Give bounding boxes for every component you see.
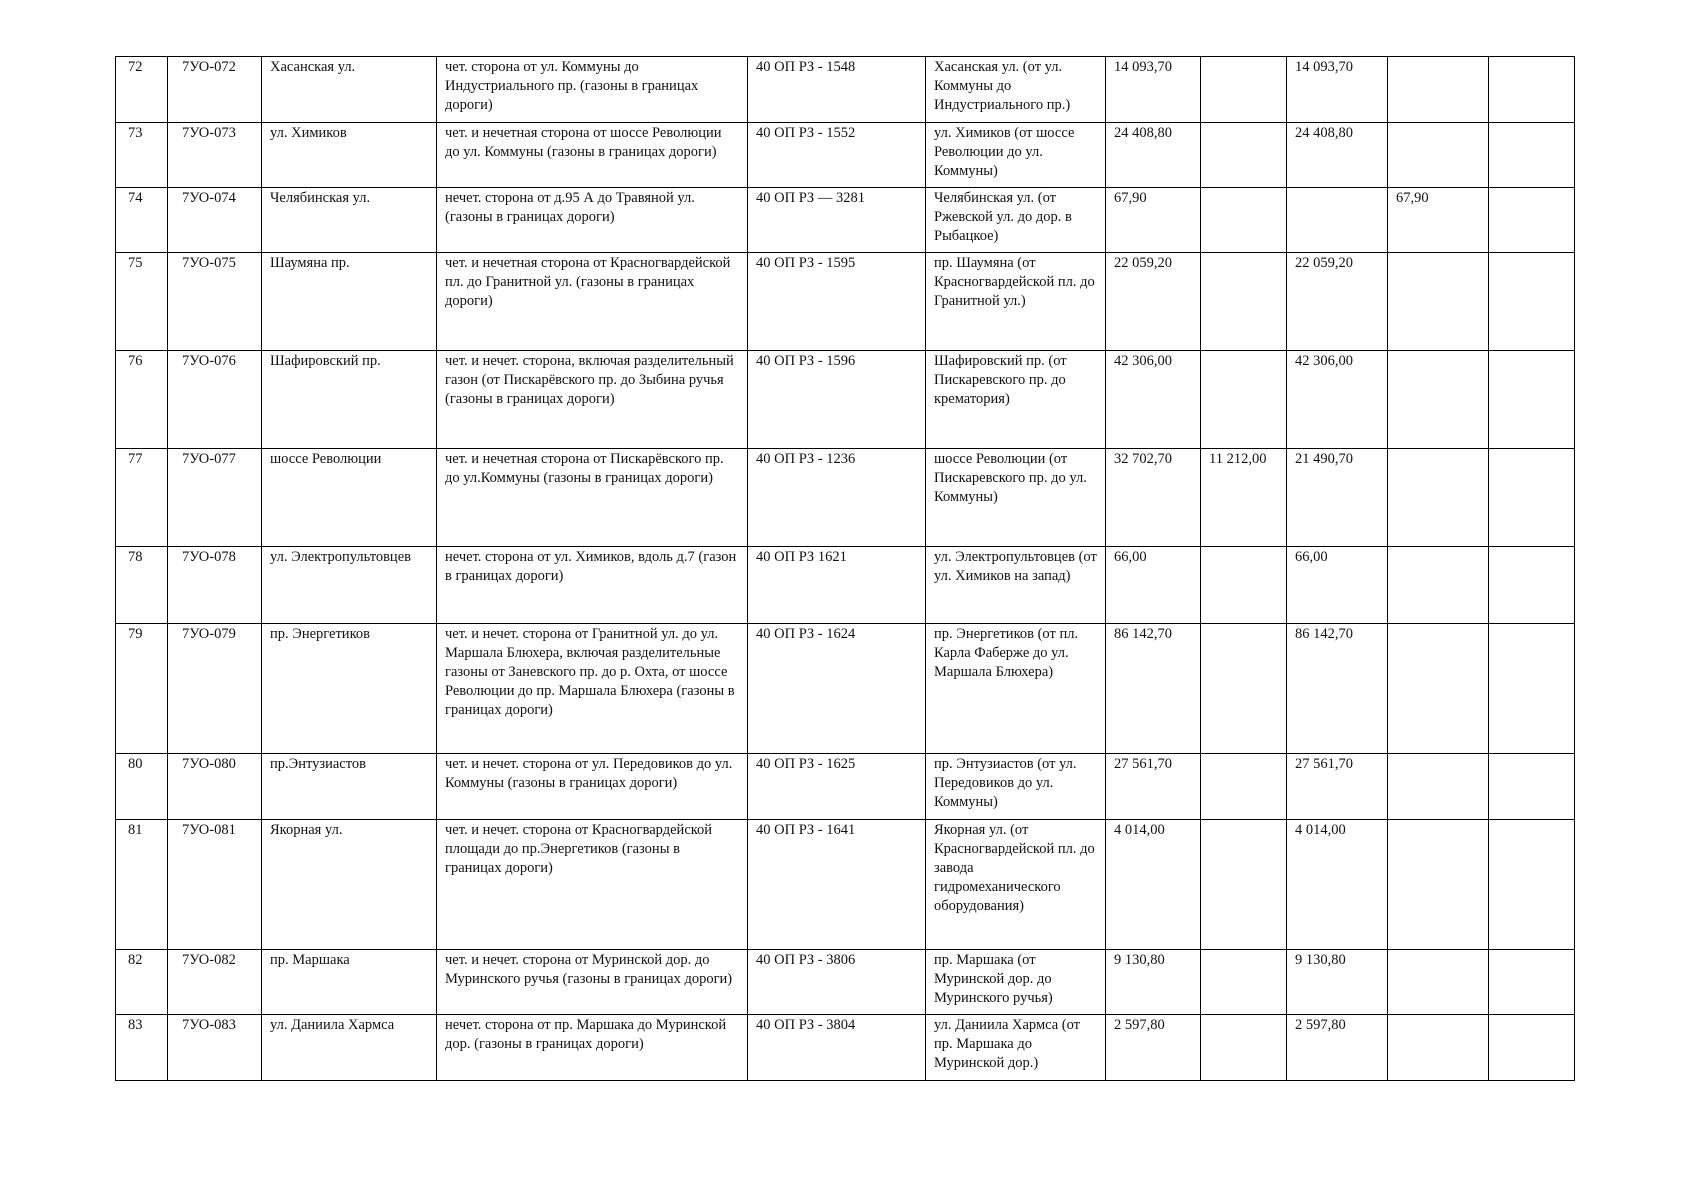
total-area: 24 408,80 (1106, 123, 1201, 188)
area-column-d (1489, 253, 1575, 351)
road-name: ул. Электропультовцев (от ул. Химиков на запад) (926, 547, 1106, 624)
area-column-b: 4 014,00 (1287, 820, 1388, 950)
area-column-c: 67,90 (1388, 188, 1489, 253)
total-area: 2 597,80 (1106, 1015, 1201, 1081)
area-column-c (1388, 351, 1489, 449)
table-row (116, 253, 1575, 351)
row-number: 82 (116, 950, 168, 1015)
area-column-d (1489, 950, 1575, 1015)
area-column-a (1201, 547, 1287, 624)
area-column-c (1388, 123, 1489, 188)
table-body (116, 57, 1575, 1081)
area-column-b: 86 142,70 (1287, 624, 1388, 754)
area-column-c (1388, 624, 1489, 754)
area-column-d (1489, 624, 1575, 754)
object-code: 7УО-079 (168, 624, 262, 754)
row-number: 80 (116, 754, 168, 820)
roads-table (115, 56, 1575, 1081)
object-code: 7УО-077 (168, 449, 262, 547)
street-name: ул. Даниила Хармса (262, 1015, 437, 1081)
area-column-b: 14 093,70 (1287, 57, 1388, 123)
street-name: ул. Электропультовцев (262, 547, 437, 624)
road-registry-id: 40 ОП РЗ - 3804 (748, 1015, 926, 1081)
row-number: 75 (116, 253, 168, 351)
area-column-a (1201, 820, 1287, 950)
area-column-a (1201, 624, 1287, 754)
area-description: нечет. сторона от пр. Маршака до Муринской дор. (газоны в границах дороги) (437, 1015, 748, 1081)
area-column-c (1388, 1015, 1489, 1081)
total-area: 42 306,00 (1106, 351, 1201, 449)
area-column-a (1201, 123, 1287, 188)
road-name: пр. Шаумяна (от Красногвардейской пл. до Гранитной ул.) (926, 253, 1106, 351)
row-number: 83 (116, 1015, 168, 1081)
area-column-a (1201, 188, 1287, 253)
row-number: 77 (116, 449, 168, 547)
object-code: 7УО-081 (168, 820, 262, 950)
total-area: 27 561,70 (1106, 754, 1201, 820)
area-column-d (1489, 57, 1575, 123)
area-column-b: 27 561,70 (1287, 754, 1388, 820)
road-name: ул. Даниила Хармса (от пр. Маршака до Муринской дор.) (926, 1015, 1106, 1081)
street-name: Якорная ул. (262, 820, 437, 950)
road-registry-id: 40 ОП РЗ — 3281 (748, 188, 926, 253)
street-name: пр. Маршака (262, 950, 437, 1015)
area-column-c (1388, 57, 1489, 123)
area-column-d (1489, 123, 1575, 188)
road-registry-id: 40 ОП РЗ - 1236 (748, 449, 926, 547)
row-number: 74 (116, 188, 168, 253)
area-column-b: 24 408,80 (1287, 123, 1388, 188)
road-registry-id: 40 ОП РЗ - 3806 (748, 950, 926, 1015)
total-area: 32 702,70 (1106, 449, 1201, 547)
road-registry-id: 40 ОП РЗ - 1641 (748, 820, 926, 950)
row-number: 76 (116, 351, 168, 449)
object-code: 7УО-075 (168, 253, 262, 351)
area-column-a: 11 212,00 (1201, 449, 1287, 547)
row-number: 79 (116, 624, 168, 754)
area-column-d (1489, 754, 1575, 820)
area-description: чет. и нечет. сторона от Красногвардейской площади до пр.Энергетиков (газоны в границах дороги) (437, 820, 748, 950)
road-name: Челябинская ул. (от Ржевской ул. до дор. в Рыбацкое) (926, 188, 1106, 253)
road-name: Хасанская ул. (от ул. Коммуны до Индустриального пр.) (926, 57, 1106, 123)
object-code: 7УО-083 (168, 1015, 262, 1081)
street-name: пр. Энергетиков (262, 624, 437, 754)
area-description: нечет. сторона от д.95 А до Травяной ул. (газоны в границах дороги) (437, 188, 748, 253)
table-row (116, 351, 1575, 449)
road-registry-id: 40 ОП РЗ - 1625 (748, 754, 926, 820)
area-description: чет. и нечетная сторона от Пискарёвского пр. до ул.Коммуны (газоны в границах дороги) (437, 449, 748, 547)
road-name: пр. Энергетиков (от пл. Карла Фаберже до ул. Маршала Блюхера) (926, 624, 1106, 754)
total-area: 67,90 (1106, 188, 1201, 253)
area-column-c (1388, 547, 1489, 624)
total-area: 4 014,00 (1106, 820, 1201, 950)
street-name: Хасанская ул. (262, 57, 437, 123)
street-name: шоссе Революции (262, 449, 437, 547)
road-registry-id: 40 ОП РЗ 1621 (748, 547, 926, 624)
area-column-d (1489, 449, 1575, 547)
area-description: чет. и нечет. сторона от Муринской дор. до Муринского ручья (газоны в границах дороги) (437, 950, 748, 1015)
area-column-a (1201, 754, 1287, 820)
road-name: шоссе Революции (от Пискаревского пр. до ул. Коммуны) (926, 449, 1106, 547)
object-code: 7УО-072 (168, 57, 262, 123)
area-column-c (1388, 950, 1489, 1015)
table-row (116, 1015, 1575, 1081)
row-number: 78 (116, 547, 168, 624)
area-column-b: 66,00 (1287, 547, 1388, 624)
area-column-d (1489, 547, 1575, 624)
street-name: Шафировский пр. (262, 351, 437, 449)
table-row (116, 754, 1575, 820)
area-column-d (1489, 351, 1575, 449)
area-column-b: 9 130,80 (1287, 950, 1388, 1015)
row-number: 81 (116, 820, 168, 950)
road-registry-id: 40 ОП РЗ - 1596 (748, 351, 926, 449)
road-registry-id: 40 ОП РЗ - 1548 (748, 57, 926, 123)
object-code: 7УО-082 (168, 950, 262, 1015)
road-name: пр. Энтузиастов (от ул. Передовиков до ул. Коммуны) (926, 754, 1106, 820)
area-column-b: 42 306,00 (1287, 351, 1388, 449)
area-column-c (1388, 449, 1489, 547)
area-column-d (1489, 1015, 1575, 1081)
area-description: чет. и нечетная сторона от шоссе Революции до ул. Коммуны (газоны в границах дороги) (437, 123, 748, 188)
area-column-d (1489, 820, 1575, 950)
road-name: ул. Химиков (от шоссе Революции до ул. Коммуны) (926, 123, 1106, 188)
table-row (116, 188, 1575, 253)
road-registry-id: 40 ОП РЗ - 1552 (748, 123, 926, 188)
total-area: 66,00 (1106, 547, 1201, 624)
area-column-b: 22 059,20 (1287, 253, 1388, 351)
object-code: 7УО-080 (168, 754, 262, 820)
area-column-d (1489, 188, 1575, 253)
area-description: нечет. сторона от ул. Химиков, вдоль д.7 (газон в границах дороги) (437, 547, 748, 624)
area-column-c (1388, 820, 1489, 950)
table-row (116, 950, 1575, 1015)
street-name: ул. Химиков (262, 123, 437, 188)
row-number: 73 (116, 123, 168, 188)
area-column-a (1201, 1015, 1287, 1081)
row-number: 72 (116, 57, 168, 123)
street-name: пр.Энтузиастов (262, 754, 437, 820)
table-row (116, 123, 1575, 188)
area-description: чет. и нечет. сторона от ул. Передовиков до ул. Коммуны (газоны в границах дороги) (437, 754, 748, 820)
table-row (116, 820, 1575, 950)
area-column-b (1287, 188, 1388, 253)
table-row (116, 624, 1575, 754)
street-name: Челябинская ул. (262, 188, 437, 253)
object-code: 7УО-074 (168, 188, 262, 253)
area-column-b: 2 597,80 (1287, 1015, 1388, 1081)
area-description: чет. и нечет. сторона от Гранитной ул. до ул. Маршала Блюхера, включая разделительные газоны от Заневского пр. до р. Охта, от шоссе Революции до пр. Маршала Блюхера (газоны в границах дороги) (437, 624, 748, 754)
road-name: пр. Маршака (от Муринской дор. до Муринского ручья) (926, 950, 1106, 1015)
object-code: 7УО-078 (168, 547, 262, 624)
area-column-a (1201, 57, 1287, 123)
area-description: чет. и нечет. сторона, включая разделительный газон (от Пискарёвского пр. до Зыбина ручья (газоны в границах дороги) (437, 351, 748, 449)
object-code: 7УО-076 (168, 351, 262, 449)
area-column-b: 21 490,70 (1287, 449, 1388, 547)
area-description: чет. и нечетная сторона от Красногвардейской пл. до Гранитной ул. (газоны в границах дороги) (437, 253, 748, 351)
area-column-a (1201, 253, 1287, 351)
area-column-a (1201, 950, 1287, 1015)
area-column-c (1388, 754, 1489, 820)
area-column-a (1201, 351, 1287, 449)
road-registry-id: 40 ОП РЗ - 1595 (748, 253, 926, 351)
table-row (116, 449, 1575, 547)
total-area: 9 130,80 (1106, 950, 1201, 1015)
total-area: 14 093,70 (1106, 57, 1201, 123)
table-row (116, 57, 1575, 123)
area-description: чет. сторона от ул. Коммуны до Индустриального пр. (газоны в границах дороги) (437, 57, 748, 123)
street-name: Шаумяна пр. (262, 253, 437, 351)
total-area: 86 142,70 (1106, 624, 1201, 754)
object-code: 7УО-073 (168, 123, 262, 188)
total-area: 22 059,20 (1106, 253, 1201, 351)
table-row (116, 547, 1575, 624)
area-column-c (1388, 253, 1489, 351)
road-name: Якорная ул. (от Красногвардейской пл. до завода гидромеханического оборудования) (926, 820, 1106, 950)
road-registry-id: 40 ОП РЗ - 1624 (748, 624, 926, 754)
road-name: Шафировский пр. (от Пискаревского пр. до крематория) (926, 351, 1106, 449)
